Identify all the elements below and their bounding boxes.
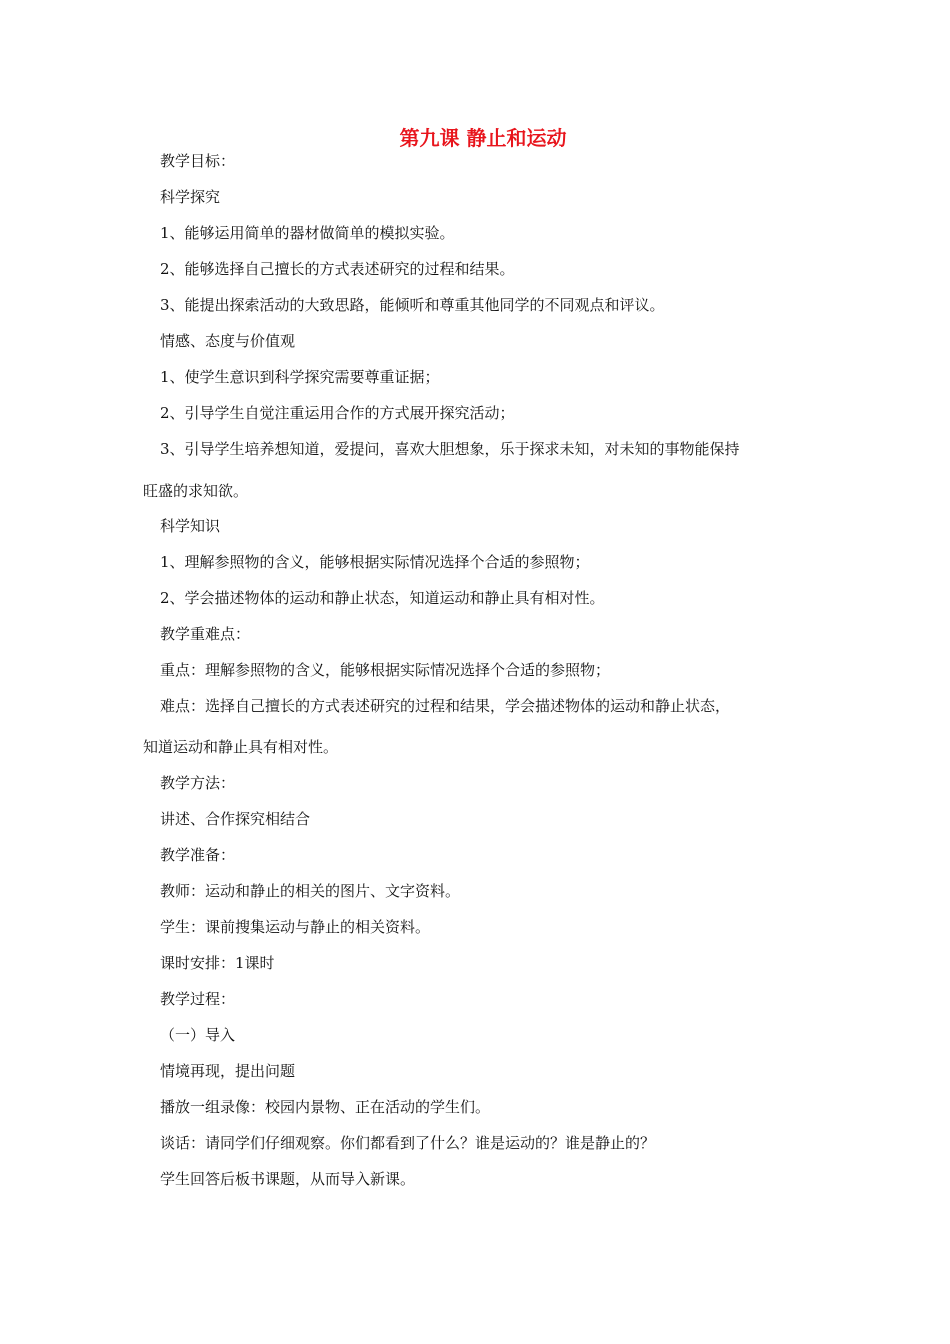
paragraph: 难点：选择自己擅长的方式表述研究的过程和结果，学会描述物体的运动和静止状态，	[160, 697, 731, 715]
section-heading-key-points: 教学重难点：	[160, 625, 251, 643]
subheading-science-knowledge: 科学知识	[160, 517, 221, 535]
paragraph: 重点：理解参照物的含义，能够根据实际情况选择个合适的参照物；	[160, 661, 611, 679]
section-heading-teaching-goals: 教学目标：	[160, 152, 236, 170]
subheading-attitude-values: 情感、态度与价值观	[160, 332, 296, 350]
paragraph: 学生：课前搜集运动与静止的相关资料。	[160, 918, 431, 936]
paragraph: 1、能够运用简单的器材做简单的模拟实验。	[160, 224, 455, 242]
paragraph: 讲述、合作探究相结合	[160, 810, 311, 828]
paragraph-continuation: 旺盛的求知欲。	[143, 482, 249, 500]
paragraph: 学生回答后板书课题，从而导入新课。	[160, 1170, 416, 1188]
paragraph: 教师：运动和静止的相关的图片、文字资料。	[160, 882, 461, 900]
subheading-science-inquiry: 科学探究	[160, 188, 221, 206]
section-heading-teaching-process: 教学过程：	[160, 990, 236, 1008]
section-heading-teaching-methods: 教学方法：	[160, 774, 236, 792]
paragraph: 1、使学生意识到科学探究需要尊重证据；	[160, 368, 440, 386]
paragraph: 播放一组录像：校园内景物、正在活动的学生们。	[160, 1098, 491, 1116]
paragraph: 1、理解参照物的含义，能够根据实际情况选择个合适的参照物；	[160, 553, 590, 571]
paragraph: 2、能够选择自己擅长的方式表述研究的过程和结果。	[160, 260, 515, 278]
document-title: 第九课 静止和运动	[399, 126, 567, 150]
paragraph: 3、引导学生培养想知道，爱提问，喜欢大胆想象，乐于探求未知，对未知的事物能保持	[160, 440, 740, 458]
paragraph: 2、引导学生自觉注重运用合作的方式展开探究活动；	[160, 404, 515, 422]
paragraph: 情境再现，提出问题	[160, 1062, 296, 1080]
section-heading-preparation: 教学准备：	[160, 846, 236, 864]
paragraph: 谈话：请同学们仔细观察。你们都看到了什么？谁是运动的？谁是静止的？	[160, 1134, 656, 1152]
paragraph: 课时安排：1课时	[160, 954, 275, 972]
paragraph: 2、学会描述物体的运动和静止状态，知道运动和静止具有相对性。	[160, 589, 605, 607]
subheading-introduction: （一）导入	[160, 1026, 236, 1044]
paragraph: 3、能提出探索活动的大致思路，能倾听和尊重其他同学的不同观点和评议。	[160, 296, 665, 314]
paragraph-continuation: 知道运动和静止具有相对性。	[143, 738, 339, 756]
